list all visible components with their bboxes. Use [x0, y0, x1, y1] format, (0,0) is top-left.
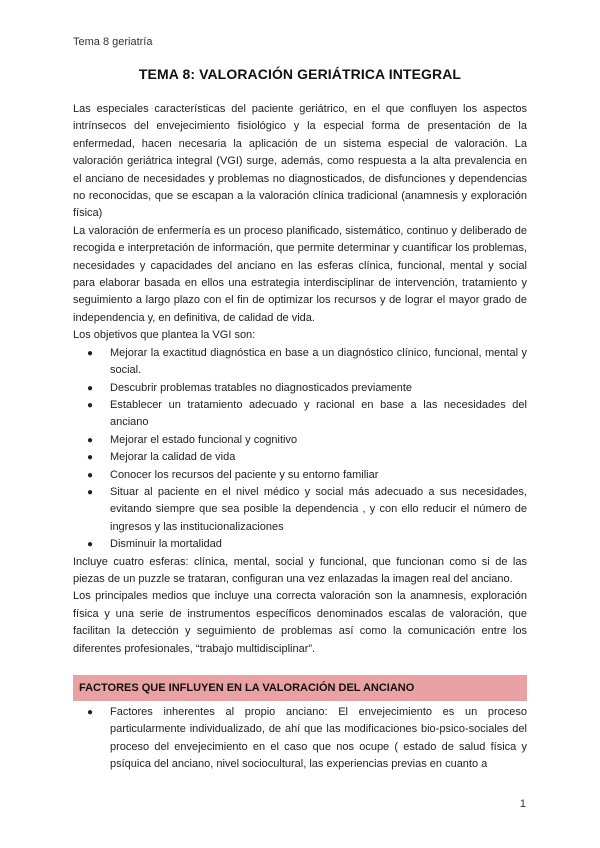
spheres-paragraph: Incluye cuatro esferas: clínica, mental, social y funcional, que funcionan como si de las piezas de un puzzle se trataran, configuran una vez enlazadas la imagen real del anciano. — [73, 555, 527, 585]
section-heading: FACTORES QUE INFLUYEN EN LA VALORACIÓN DEL ANCIANO — [73, 675, 527, 701]
bullet-icon: ● — [87, 382, 94, 394]
list-item-text: Mejorar el estado funcional y cognitivo — [110, 433, 298, 446]
list-item-text: Disminuir la mortalidad — [110, 538, 222, 551]
nursing-assessment-paragraph: La valoración de enfermería es un proceso planificado, sistemático, continuo y deliberado de recogida e interpretación de información, que permite determinar y cuantificar los problemas, necesidades y capacidades del anciano en las esferas clínica, funcional, mental y social para elaborar basada en ellos una estrategia interdisciplinar de intervención, tratamiento y seguimiento a largo plazo con el fin de optimizar los recursos y de lograr el mayor grado de independencia y, en definitiva, de calidad de vida. — [73, 224, 527, 324]
means-paragraph: Los principales medios que incluye una correcta valoración son la anamnesis, exploración física y una serie de instrumentos específicos denominados escalas de valoración, que facilitan la detección y seguimiento de problemas así como la comunicación entre los diferentes profesionales, “trabajo multidisciplinar”. — [73, 590, 527, 655]
bullet-icon: ● — [87, 539, 94, 551]
bullet-icon: ● — [87, 707, 94, 718]
list-item — [73, 380, 527, 397]
document-body — [73, 101, 527, 774]
list-item-text: Descubrir problemas tratables no diagnosticados previamente — [110, 381, 413, 394]
list-item-text: Mejorar la exactitud diagnóstica en base a un diagnóstico clínico, funcional, mental y social. — [110, 346, 527, 377]
list-item — [73, 536, 527, 553]
intro-paragraph: Las especiales características del paciente geriátrico, en el que confluyen los aspectos intrínsecos del envejecimiento fisiológico y la especial forma de presentación de la enfermedad, hacen necesaria la aplicación de un sistema especial de valoración. La valoración geriátrica integral (VGI) surge, además, como respuesta a la alta prevalencia en el anciano de necesidades y problemas no diagnosticados, de disfunciones y dependencias no reconocidas, que se escapan a la valoración clínica tradicional (anamnesis y exploración física) — [73, 103, 527, 220]
bullet-icon: ● — [87, 347, 94, 359]
objectives-intro: Los objetivos que plantea la VGI son: — [73, 329, 256, 342]
list-item — [73, 484, 527, 536]
bullet-icon: ● — [87, 399, 94, 411]
list-item — [73, 449, 527, 466]
bullet-icon: ● — [87, 469, 94, 481]
list-item-text: Conocer los recursos del paciente y su entorno familiar — [110, 468, 379, 481]
bullet-icon: ● — [87, 486, 94, 498]
bullet-icon: ● — [87, 434, 94, 446]
list-item-text: Situar al paciente en el nivel médico y social más adecuado a sus necesidades, evitando siempre que sea posible la dependencia , y con ello reducir el número de ingresos y las institucionalizaciones — [110, 485, 527, 533]
list-item — [73, 345, 527, 380]
list-item-text: Factores inherentes al propio anciano: El envejecimiento es un proceso particularmente individualizado, de ahí que las modificaciones bio-psico-sociales del proceso del envejecimiento en el caso que nos ocupe ( estado de salud física y psíquica del anciano, nivel sociocultural, las experiencias previas en cuanto a — [110, 706, 527, 771]
list-item — [73, 704, 527, 774]
objectives-list — [73, 345, 527, 554]
list-item-text: Mejorar la calidad de vida — [110, 451, 236, 464]
bullet-icon: ● — [87, 452, 94, 464]
list-item — [73, 432, 527, 449]
list-item-text: Establecer un tratamiento adecuado y racional en base a las necesidades del anciano — [110, 398, 527, 429]
page-title: TEMA 8: VALORACIÓN GERIÁTRICA INTEGRAL — [138, 66, 462, 82]
page-number: 1 — [519, 798, 526, 810]
list-item — [73, 467, 527, 484]
running-header: Tema 8 geriatría — [73, 36, 153, 48]
list-item — [73, 397, 527, 432]
factors-list — [73, 704, 527, 774]
